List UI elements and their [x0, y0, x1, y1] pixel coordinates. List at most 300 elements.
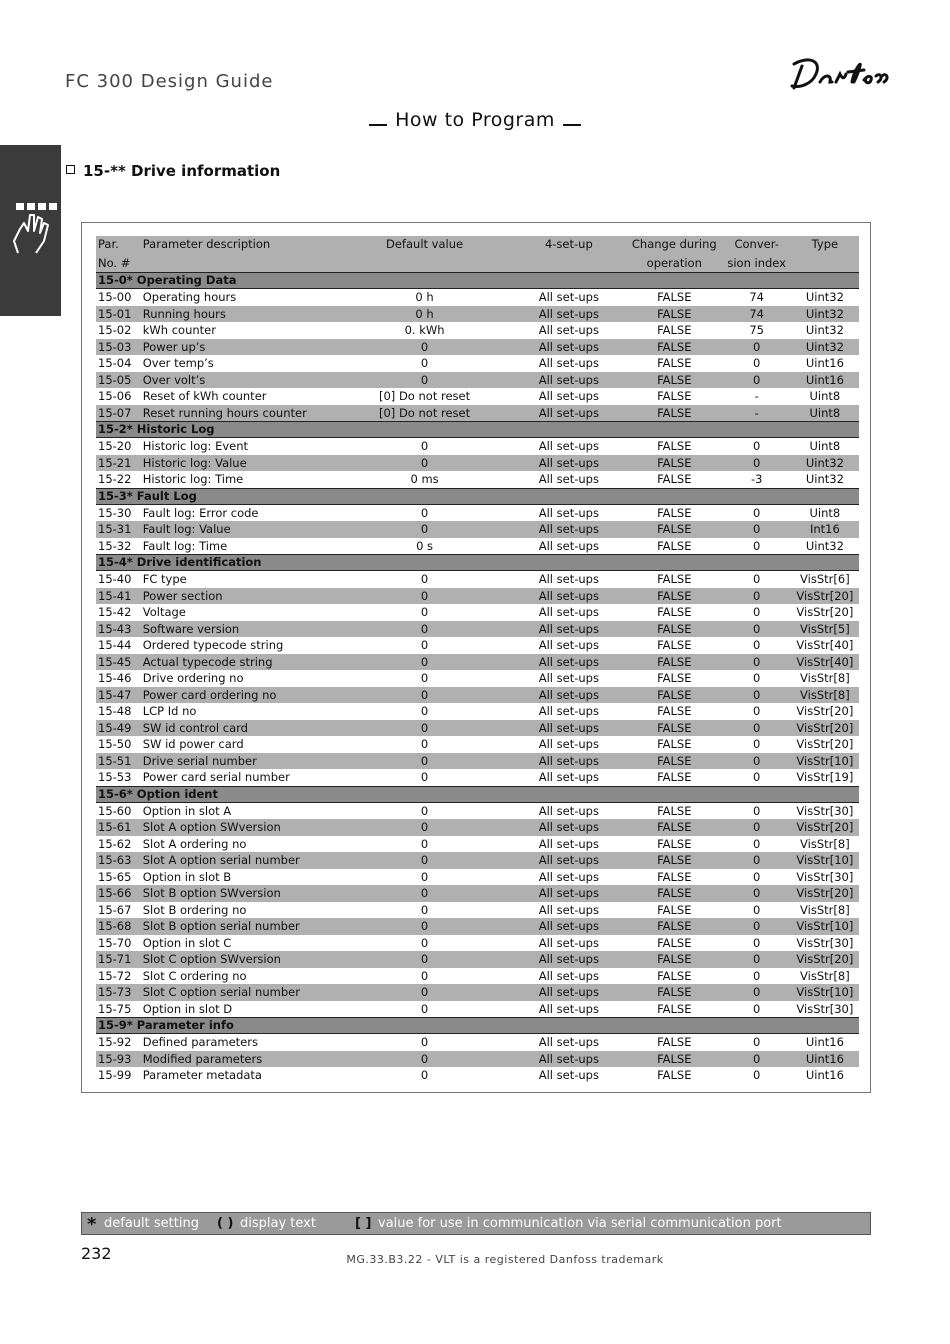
default-value: 0 [351, 1051, 495, 1068]
conversion-index: 0 [753, 671, 761, 686]
default-value: 0 [351, 455, 495, 472]
table-row [96, 1051, 859, 1068]
param-number: 15-53 [98, 770, 132, 785]
default-value: 0 [420, 968, 429, 983]
setup-value: All set-ups [496, 720, 624, 737]
setup-value: All set-ups [538, 671, 599, 686]
conversion-index: 0 [723, 753, 789, 770]
data-type: Uint32 [789, 455, 859, 472]
setup-value: All set-ups [538, 505, 599, 520]
data-type: VisStr[20] [796, 737, 854, 752]
param-number: 15-67 [98, 902, 132, 917]
conversion-index: 74 [723, 306, 789, 323]
param-description: Running hours [141, 306, 352, 323]
parameter-table [96, 236, 859, 1084]
default-value: 0 [351, 654, 495, 671]
param-description: Slot A option serial number [141, 852, 352, 869]
param-description: Operating hours [142, 290, 237, 305]
param-number: 15-99 [98, 1068, 132, 1083]
data-type: VisStr[30] [796, 803, 854, 818]
default-value: 0 [420, 1068, 429, 1083]
conversion-index: 0 [753, 1035, 761, 1050]
default-value: 0 [420, 704, 429, 719]
conversion-index: 0 [723, 1051, 789, 1068]
header-row-1 [96, 236, 859, 254]
setup-value: All set-ups [496, 372, 624, 389]
param-description: Historic log: Time [142, 472, 244, 487]
param-description: Slot C option serial number [141, 984, 352, 1001]
group-header-row [96, 786, 859, 802]
param-description: LCP Id no [142, 704, 197, 719]
param-number: 15-65 [98, 869, 132, 884]
param-description: Power up’s [141, 339, 352, 356]
group-header-row [96, 273, 859, 289]
setup-value: All set-ups [538, 605, 599, 620]
param-description: Option in slot A [142, 803, 232, 818]
param-description: Option in slot C [142, 935, 232, 950]
conversion-index: 0 [753, 1068, 761, 1083]
param-number: 15-21 [96, 455, 141, 472]
header-empty [351, 254, 495, 273]
change-during-operation: FALSE [624, 306, 723, 323]
setup-value: All set-ups [538, 1068, 599, 1083]
conversion-index: 0 [753, 439, 761, 454]
table-row [96, 604, 859, 621]
setup-value: All set-ups [538, 356, 599, 371]
default-value: 0 h [351, 306, 495, 323]
setup-value: All set-ups [538, 323, 599, 338]
data-type: VisStr[20] [796, 704, 854, 719]
group-header-row [96, 555, 859, 571]
default-value: 0 [420, 439, 429, 454]
setup-value: All set-ups [538, 472, 599, 487]
chapter-bullet-box [66, 165, 75, 174]
change-during-operation: FALSE [624, 753, 723, 770]
param-number: 15-32 [98, 538, 132, 553]
setup-value: All set-ups [496, 918, 624, 935]
table-row [96, 1034, 859, 1051]
change-during-operation: FALSE [657, 572, 692, 587]
conversion-index: - [723, 405, 789, 422]
data-type: Uint8 [809, 439, 841, 454]
setup-value: All set-ups [538, 737, 599, 752]
header-description: Parameter description [141, 236, 352, 254]
conversion-index: 0 [723, 372, 789, 389]
conversion-index: 0 [753, 869, 761, 884]
change-during-operation: FALSE [657, 1068, 692, 1083]
change-during-operation: FALSE [657, 389, 692, 404]
param-number: 15-44 [98, 638, 132, 653]
setup-value: All set-ups [496, 521, 624, 538]
setup-value: All set-ups [496, 405, 624, 422]
default-value: 0 [351, 918, 495, 935]
conversion-index: 0 [753, 737, 761, 752]
default-value: 0 [420, 869, 429, 884]
default-value: 0 [351, 984, 495, 1001]
data-type: VisStr[19] [796, 770, 854, 785]
table-row [96, 654, 859, 671]
group-title: 15-3* Fault Log [96, 488, 859, 504]
table-row [96, 852, 859, 869]
default-value: 0 [420, 505, 429, 520]
setup-value: All set-ups [496, 984, 624, 1001]
table-row [96, 1067, 859, 1084]
default-value: 0 h [415, 290, 434, 305]
change-during-operation: FALSE [624, 885, 723, 902]
change-during-operation: FALSE [624, 621, 723, 638]
conversion-index: 0 [753, 538, 761, 553]
change-during-operation: FALSE [624, 918, 723, 935]
param-number: 15-51 [96, 753, 141, 770]
conversion-index: 0 [753, 836, 761, 851]
conversion-index: 0 [753, 704, 761, 719]
table-row [96, 339, 859, 356]
conversion-index: 0 [723, 455, 789, 472]
default-value: 0 ms [410, 472, 439, 487]
data-type: Uint16 [805, 1068, 844, 1083]
param-number: 15-68 [96, 918, 141, 935]
param-description: Historic log: Event [142, 439, 249, 454]
table-row [96, 637, 859, 654]
data-type: VisStr[20] [789, 819, 859, 836]
setup-value: All set-ups [538, 770, 599, 785]
setup-value: All set-ups [538, 290, 599, 305]
data-type: VisStr[20] [796, 605, 854, 620]
data-type: Uint32 [805, 323, 844, 338]
setup-value: All set-ups [496, 588, 624, 605]
change-during-operation: FALSE [657, 671, 692, 686]
table-row [96, 670, 859, 687]
param-number: 15-46 [98, 671, 132, 686]
data-type: Uint32 [789, 306, 859, 323]
table-row [96, 355, 859, 372]
default-value: 0 [351, 819, 495, 836]
setup-value: All set-ups [496, 753, 624, 770]
paren-symbol: ( ) [217, 1216, 234, 1231]
default-value: 0 [420, 737, 429, 752]
table-row [96, 951, 859, 968]
setup-value: All set-ups [496, 852, 624, 869]
default-value: 0 [420, 770, 429, 785]
param-description: Reset running hours counter [141, 405, 352, 422]
param-description: Power section [141, 588, 352, 605]
data-type: Uint8 [809, 505, 841, 520]
data-type: Uint32 [805, 538, 844, 553]
data-type: VisStr[40] [796, 638, 854, 653]
default-value: [0] Do not reset [379, 389, 471, 404]
data-type: VisStr[30] [796, 869, 854, 884]
change-during-operation: FALSE [624, 720, 723, 737]
change-during-operation: FALSE [624, 588, 723, 605]
table-row [96, 687, 859, 704]
conversion-index: 0 [723, 687, 789, 704]
param-number: 15-47 [96, 687, 141, 704]
table-row [96, 869, 859, 886]
table-row [96, 819, 859, 836]
default-value: 0 [420, 638, 429, 653]
param-number: 15-70 [98, 935, 132, 950]
setup-value: All set-ups [538, 869, 599, 884]
setup-value: All set-ups [496, 885, 624, 902]
conversion-index: 0 [723, 918, 789, 935]
header-conversion: Conver- [723, 236, 789, 254]
data-type: Uint8 [789, 405, 859, 422]
data-type: VisStr[10] [789, 984, 859, 1001]
change-during-operation: FALSE [657, 538, 692, 553]
param-description: SW id control card [141, 720, 352, 737]
param-description: Over temp’s [142, 356, 214, 371]
param-number: 15-02 [98, 323, 132, 338]
header-setup: 4-set-up [496, 236, 624, 254]
table-row [96, 438, 859, 455]
chapter-heading [66, 162, 280, 180]
table-row [96, 902, 859, 919]
change-during-operation: FALSE [657, 869, 692, 884]
header-no: No. # [96, 254, 141, 273]
table-row [96, 504, 859, 521]
default-value: 0 [351, 588, 495, 605]
param-description: Slot B option SWversion [141, 885, 352, 902]
change-during-operation: FALSE [657, 1035, 692, 1050]
conversion-index: 0 [723, 588, 789, 605]
param-description: Option in slot D [142, 1001, 233, 1016]
conversion-index: 0 [753, 605, 761, 620]
conversion-index: - [754, 389, 759, 404]
change-during-operation: FALSE [657, 902, 692, 917]
change-during-operation: FALSE [624, 405, 723, 422]
data-type: VisStr[10] [789, 852, 859, 869]
conversion-index: 0 [723, 885, 789, 902]
default-value: 0 [420, 356, 429, 371]
table-row [96, 588, 859, 605]
section-heading [0, 109, 950, 131]
change-during-operation: FALSE [657, 323, 692, 338]
table-row [96, 388, 859, 405]
conversion-index: 0 [723, 852, 789, 869]
change-during-operation: FALSE [624, 819, 723, 836]
star-symbol: * [87, 1214, 97, 1235]
param-number: 15-66 [96, 885, 141, 902]
header-par: Par. [96, 236, 141, 254]
data-type: VisStr[20] [789, 885, 859, 902]
change-during-operation: FALSE [657, 439, 692, 454]
table-body [96, 273, 859, 1084]
group-title: 15-9* Parameter info [96, 1018, 859, 1034]
group-title: 15-4* Drive identification [96, 555, 859, 571]
param-number: 15-20 [98, 439, 132, 454]
default-value: [0] Do not reset [351, 405, 495, 422]
conversion-index: 0 [753, 935, 761, 950]
param-description: Modified parameters [141, 1051, 352, 1068]
conversion-index: 0 [753, 505, 761, 520]
trademark-note: MG.33.B3.22 - VLT is a registered Danfoss trademark [346, 1253, 664, 1266]
change-during-operation: FALSE [657, 290, 692, 305]
param-number: 15-04 [98, 356, 132, 371]
change-during-operation: FALSE [624, 455, 723, 472]
param-description: SW id power card [142, 737, 244, 752]
param-number: 15-50 [98, 737, 132, 752]
param-number: 15-00 [98, 290, 132, 305]
setup-value: All set-ups [538, 389, 599, 404]
heading-dash-left [369, 124, 387, 126]
setup-value: All set-ups [496, 621, 624, 638]
param-number: 15-06 [98, 389, 132, 404]
param-description: Ordered typecode string [142, 638, 284, 653]
table-row [96, 935, 859, 952]
param-description: Fault log: Value [141, 521, 352, 538]
change-during-operation: FALSE [657, 638, 692, 653]
param-description: Parameter metadata [142, 1068, 262, 1083]
table-row [96, 405, 859, 422]
param-description: Actual typecode string [141, 654, 352, 671]
conversion-index: 0 [753, 572, 761, 587]
default-value: 0 [420, 572, 429, 587]
setup-value: All set-ups [538, 638, 599, 653]
setup-value: All set-ups [496, 819, 624, 836]
default-value: 0 [351, 687, 495, 704]
param-description: FC type [142, 572, 187, 587]
change-during-operation: FALSE [624, 984, 723, 1001]
setup-value: All set-ups [538, 1001, 599, 1016]
param-number: 15-61 [96, 819, 141, 836]
param-number: 15-72 [98, 968, 132, 983]
header-empty [789, 254, 859, 273]
legend-display-text: display text [240, 1216, 316, 1231]
default-value: 0 [351, 885, 495, 902]
data-type: VisStr[30] [796, 1001, 854, 1016]
param-description: Software version [141, 621, 352, 638]
default-value: 0 [351, 621, 495, 638]
conversion-index: 0 [723, 621, 789, 638]
header-operation: operation [624, 254, 723, 273]
data-type: Uint8 [809, 389, 841, 404]
param-number: 15-62 [98, 836, 132, 851]
param-description: Slot A ordering no [142, 836, 247, 851]
default-value: 0 [351, 372, 495, 389]
default-value: 0 [351, 521, 495, 538]
page-number: 232 [81, 1244, 112, 1263]
header-type: Type [789, 236, 859, 254]
conversion-index: 0 [723, 339, 789, 356]
conversion-index: 75 [749, 323, 764, 338]
param-description: Slot C ordering no [142, 968, 247, 983]
conversion-index: 0 [723, 521, 789, 538]
setup-value: All set-ups [538, 538, 599, 553]
data-type: VisStr[8] [800, 968, 850, 983]
data-type: VisStr[30] [796, 935, 854, 950]
data-type: VisStr[8] [789, 687, 859, 704]
setup-value: All set-ups [538, 572, 599, 587]
param-number: 15-01 [96, 306, 141, 323]
data-type: Uint16 [805, 1035, 844, 1050]
conversion-index: 0 [753, 770, 761, 785]
param-description: Fault log: Time [142, 538, 228, 553]
default-value: 0 [420, 671, 429, 686]
default-value: 0 [420, 803, 429, 818]
change-during-operation: FALSE [657, 968, 692, 983]
table-row [96, 372, 859, 389]
header-sion-index: sion index [723, 254, 789, 273]
param-number: 15-60 [98, 803, 132, 818]
change-during-operation: FALSE [624, 951, 723, 968]
setup-value: All set-ups [538, 836, 599, 851]
setup-value: All set-ups [496, 687, 624, 704]
table-row [96, 455, 859, 472]
param-number: 15-93 [96, 1051, 141, 1068]
table-row [96, 836, 859, 853]
conversion-index: 0 [753, 1001, 761, 1016]
setup-value: All set-ups [538, 902, 599, 917]
change-during-operation: FALSE [657, 472, 692, 487]
change-during-operation: FALSE [657, 1001, 692, 1016]
data-type: VisStr[8] [800, 671, 850, 686]
conversion-index: 0 [753, 968, 761, 983]
param-description: Historic log: Value [141, 455, 352, 472]
data-type: VisStr[20] [789, 951, 859, 968]
conversion-index: 0 [753, 356, 761, 371]
setup-value: All set-ups [538, 803, 599, 818]
table-row [96, 306, 859, 323]
param-number: 15-30 [98, 505, 132, 520]
data-type: Uint32 [789, 339, 859, 356]
param-number: 15-41 [96, 588, 141, 605]
conversion-index: -3 [750, 472, 763, 487]
table-row [96, 289, 859, 306]
table-row [96, 521, 859, 538]
param-description: Option in slot B [142, 869, 232, 884]
param-description: Drive serial number [141, 753, 352, 770]
table-row [96, 802, 859, 819]
table-row [96, 703, 859, 720]
param-description: Slot C option SWversion [141, 951, 352, 968]
table-row [96, 736, 859, 753]
change-during-operation: FALSE [624, 852, 723, 869]
default-value: 0 [420, 1035, 429, 1050]
param-number: 15-92 [98, 1035, 132, 1050]
default-value: 0 [351, 720, 495, 737]
param-number: 15-49 [96, 720, 141, 737]
data-type: VisStr[8] [800, 902, 850, 917]
conversion-index: 0 [723, 984, 789, 1001]
table-row [96, 471, 859, 488]
setup-value: All set-ups [538, 935, 599, 950]
param-number: 15-07 [96, 405, 141, 422]
param-number: 15-71 [96, 951, 141, 968]
conversion-index: 0 [723, 654, 789, 671]
data-type: VisStr[10] [789, 753, 859, 770]
change-during-operation: FALSE [657, 803, 692, 818]
table-row [96, 538, 859, 555]
document-title: FC 300 Design Guide [65, 71, 274, 92]
group-title: 15-2* Historic Log [96, 422, 859, 438]
conversion-index: 0 [723, 720, 789, 737]
change-during-operation: FALSE [657, 505, 692, 520]
change-during-operation: FALSE [657, 935, 692, 950]
conversion-index: 0 [723, 951, 789, 968]
param-description: Voltage [142, 605, 186, 620]
default-value: 0 [351, 753, 495, 770]
table-row [96, 753, 859, 770]
param-description: Slot B option serial number [141, 918, 352, 935]
change-during-operation: FALSE [657, 770, 692, 785]
param-description: Defined parameters [142, 1035, 258, 1050]
default-value: 0 [351, 951, 495, 968]
table-row [96, 621, 859, 638]
change-during-operation: FALSE [624, 654, 723, 671]
table-row [96, 720, 859, 737]
chapter-side-tab [0, 145, 61, 316]
conversion-index: 0 [723, 819, 789, 836]
